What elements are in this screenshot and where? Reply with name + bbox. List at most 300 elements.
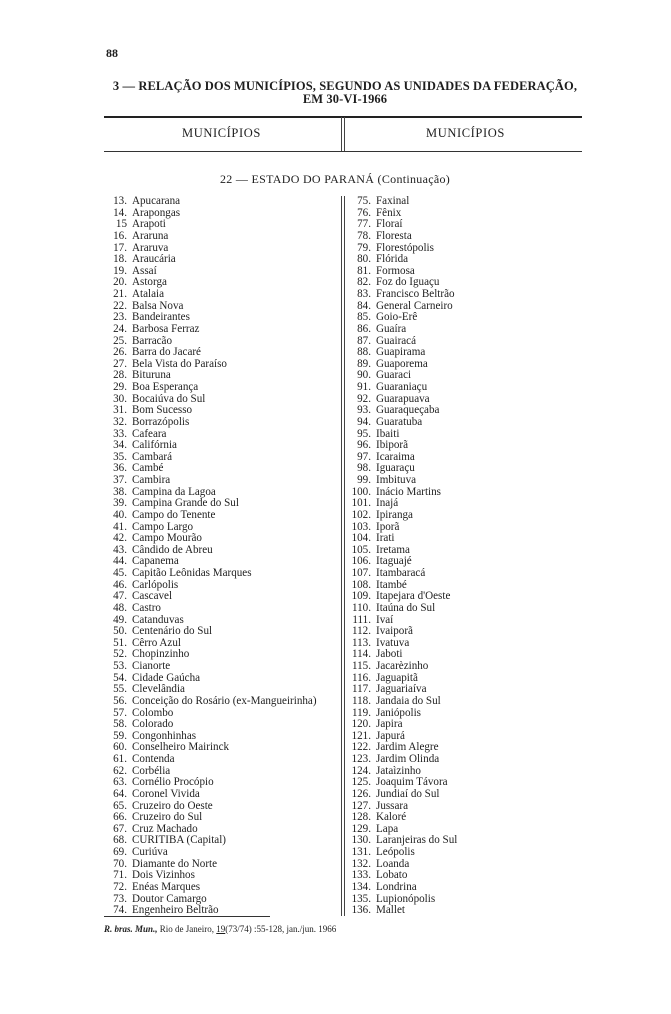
municipality-list-left	[103, 196, 317, 917]
municipality-name: Lupionópolis	[376, 892, 436, 905]
municipality-name: Campo do Tenente	[132, 508, 216, 521]
municipality-name: Guaratuba	[376, 415, 423, 428]
list-item	[343, 568, 457, 580]
municipality-name: Contenda	[132, 753, 175, 765]
item-number: 127.	[351, 799, 371, 812]
item-number: 110.	[351, 601, 371, 614]
item-number: 71.	[113, 869, 127, 882]
list-item	[343, 882, 457, 894]
item-number: 62.	[113, 764, 127, 777]
municipality-name: Catanduvas	[132, 613, 184, 626]
municipality-name: Cambé	[132, 462, 164, 475]
document-title	[100, 80, 590, 106]
municipality-name: Doutor Camargo	[132, 892, 207, 905]
list-item	[103, 626, 317, 638]
citation-volume: 19	[216, 924, 226, 934]
municipality-list-right	[343, 196, 457, 917]
item-number: 77.	[357, 218, 371, 231]
municipality-name: Ivatuva	[376, 636, 410, 649]
municipality-name: Ipiranga	[376, 508, 413, 521]
municipality-name: Ivaiporã	[376, 625, 413, 638]
item-number: 72.	[113, 880, 127, 893]
municipality-name: Cêrro Azul	[132, 636, 181, 649]
item-number: 66.	[113, 811, 127, 824]
citation-details: (73/74) :55-128, jan./jun. 1966	[225, 924, 337, 934]
municipality-name: Balsa Nova	[132, 299, 184, 312]
list-item	[103, 417, 317, 429]
list-item	[343, 382, 457, 394]
item-number: 126.	[351, 787, 371, 800]
item-number: 58.	[113, 718, 127, 731]
municipality-name: Itambaracá	[376, 567, 426, 579]
item-number: 51.	[113, 636, 127, 649]
municipality-name: Cafeara	[132, 427, 167, 440]
item-number: 93.	[357, 404, 371, 417]
item-number: 83.	[357, 288, 371, 300]
municipality-name: Guaraqueçaba	[376, 404, 440, 417]
item-number: 27.	[113, 357, 127, 370]
municipality-name: Jardim Olinda	[376, 753, 440, 765]
item-number: 84.	[357, 299, 371, 312]
item-number: 49.	[113, 613, 127, 626]
item-number: 18.	[113, 253, 127, 266]
document-title-line-1: 3 — RELAÇÃO DOS MUNICÍPIOS, SEGUNDO AS UNIDADES DA FEDERAÇÃO,	[112, 79, 578, 93]
footnote-rule	[104, 916, 270, 917]
list-item	[103, 661, 317, 673]
item-number: 133.	[351, 869, 371, 882]
list-item	[343, 417, 457, 429]
list-item	[343, 847, 457, 859]
item-number: 135.	[351, 892, 371, 905]
municipality-name: Francisco Beltrão	[376, 288, 455, 300]
municipality-name: Jundiaí do Sul	[376, 787, 440, 800]
municipality-name: Chopinzinho	[132, 648, 190, 661]
item-number: 19.	[113, 264, 127, 277]
item-number: 20.	[113, 276, 127, 289]
item-number: 94.	[357, 415, 371, 428]
municipality-name: CURITIBA (Capital)	[132, 834, 226, 847]
item-number: 121.	[351, 729, 371, 742]
item-number: 23.	[113, 311, 127, 324]
municipality-name: Loanda	[376, 857, 410, 870]
municipality-name: Flórida	[376, 253, 409, 266]
municipality-name: Cidade Gaúcha	[132, 671, 201, 684]
item-number: 95.	[357, 427, 371, 440]
item-number: 37.	[113, 474, 127, 486]
item-number: 59.	[113, 729, 127, 742]
municipality-name: Araucária	[132, 253, 176, 266]
document-title-line-2: EM 30-VI-1966	[302, 92, 388, 106]
list-item	[103, 231, 317, 243]
item-number: 132.	[351, 857, 371, 870]
municipality-name: General Carneiro	[376, 299, 453, 312]
municipality-name: Guairacá	[376, 334, 417, 347]
municipality-name: Corbélia	[132, 764, 171, 777]
item-number: 91.	[357, 381, 371, 393]
item-number: 16.	[113, 229, 127, 242]
list-item	[343, 696, 457, 708]
list-item	[103, 568, 317, 580]
table-header-rule	[104, 151, 582, 152]
list-item	[103, 754, 317, 766]
municipality-name: Imbituva	[376, 474, 417, 486]
municipality-name: Cruzeiro do Sul	[132, 811, 203, 824]
municipality-name: Califórnia	[132, 439, 177, 452]
item-number: 136.	[351, 904, 371, 917]
list-item	[343, 440, 457, 452]
item-number: 33.	[113, 427, 127, 440]
item-number: 15	[115, 218, 127, 231]
municipality-name: Icaraima	[376, 450, 415, 463]
municipality-name: Congonhinhas	[132, 729, 197, 742]
list-item	[343, 661, 457, 673]
list-item	[103, 603, 317, 615]
municipality-name: Bocaiúva do Sul	[132, 392, 206, 405]
list-item	[103, 789, 317, 801]
municipality-name: Cruzeiro do Oeste	[132, 799, 213, 812]
item-number: 46.	[113, 578, 127, 591]
item-number: 102.	[351, 508, 371, 521]
municipality-name: Castro	[132, 601, 161, 614]
municipality-name: Barracão	[132, 334, 173, 347]
municipality-name: Assaí	[132, 264, 157, 277]
item-number: 85.	[357, 311, 371, 324]
item-number: 68.	[113, 834, 127, 847]
item-number: 26.	[113, 346, 127, 359]
municipality-name: Cambira	[132, 474, 171, 486]
item-number: 73.	[113, 892, 127, 905]
item-number: 131.	[351, 846, 371, 858]
municipality-name: Iretama	[376, 543, 410, 556]
list-item	[343, 754, 457, 766]
list-item	[103, 719, 317, 731]
municipality-name: Jataìzinho	[376, 764, 421, 777]
municipality-name: Guaraniaçu	[376, 381, 428, 393]
municipality-name: Araruna	[132, 229, 169, 242]
municipality-name: Foz do Iguaçu	[376, 276, 440, 289]
municipality-name: Bom Sucesso	[132, 404, 193, 417]
list-item	[343, 347, 457, 359]
municipality-name: Jaguariaíva	[376, 683, 427, 696]
municipality-name: Jaguapitã	[376, 671, 418, 684]
municipality-name: Conselheiro Mairinck	[132, 741, 230, 754]
municipality-name: Lobato	[376, 869, 408, 882]
item-number: 103.	[351, 520, 371, 533]
municipality-name: Cascavel	[132, 590, 173, 603]
item-number: 100.	[351, 485, 371, 498]
item-number: 14.	[113, 206, 127, 219]
municipality-name: Coronel Vivida	[132, 787, 200, 800]
municipality-name: Cianorte	[132, 660, 171, 672]
item-number: 124.	[351, 764, 371, 777]
item-number: 57.	[113, 706, 127, 719]
item-number: 117.	[351, 683, 371, 696]
item-number: 54.	[113, 671, 127, 684]
item-number: 123.	[351, 753, 371, 765]
item-number: 70.	[113, 857, 127, 870]
item-number: 24.	[113, 322, 127, 335]
item-number: 90.	[357, 369, 371, 382]
list-item	[103, 324, 317, 336]
municipality-name: Laranjeiras do Sul	[376, 834, 458, 847]
municipality-name: Guaraci	[376, 369, 412, 382]
municipality-name: Carlópolis	[132, 578, 179, 591]
list-item	[343, 533, 457, 545]
municipality-name: Cândido de Abreu	[132, 543, 213, 556]
municipality-name: Iporã	[376, 520, 400, 533]
municipality-name: Guarapuava	[376, 392, 430, 405]
item-number: 61.	[113, 753, 127, 765]
municipality-name: Arapongas	[132, 206, 181, 219]
municipality-name: Colombo	[132, 706, 174, 719]
item-number: 44.	[113, 555, 127, 568]
item-number: 119.	[351, 706, 371, 719]
list-item	[343, 510, 457, 522]
municipality-name: Bituruna	[132, 369, 171, 382]
municipality-name: Ibiporã	[376, 439, 409, 452]
item-number: 120.	[351, 718, 371, 731]
item-number: 42.	[113, 532, 127, 545]
item-number: 22.	[113, 299, 127, 312]
municipality-name: Campo Largo	[132, 520, 194, 533]
item-number: 79.	[357, 241, 371, 254]
municipality-name: Barbosa Ferraz	[132, 322, 200, 335]
item-number: 35.	[113, 450, 127, 463]
list-item	[343, 812, 457, 824]
item-number: 114.	[351, 648, 371, 661]
list-item	[103, 882, 317, 894]
item-number: 74.	[113, 904, 127, 917]
municipality-name: Arapoti	[132, 218, 166, 231]
municipality-name: Enéas Marques	[132, 880, 201, 893]
item-number: 98.	[357, 462, 371, 475]
municipality-name: Joaquim Távora	[376, 776, 448, 789]
municipality-name: Centenário do Sul	[132, 625, 213, 638]
municipality-name: Kaloré	[376, 811, 407, 824]
municipality-name: Leópolis	[376, 846, 415, 858]
column-header-right: MUNICÍPIOS	[426, 126, 505, 140]
list-item	[103, 289, 317, 301]
item-number: 76.	[357, 206, 371, 219]
list-item	[103, 440, 317, 452]
municipality-name: Capitão Leônidas Marques	[132, 567, 252, 579]
municipality-name: Jacarèzinho	[376, 660, 429, 672]
item-number: 36.	[113, 462, 127, 475]
municipality-name: Itambé	[376, 578, 407, 591]
list-item	[343, 196, 457, 208]
municipality-name: Barra do Jacaré	[132, 346, 201, 359]
item-number: 29.	[113, 381, 127, 393]
municipality-name: Irati	[376, 532, 395, 545]
item-number: 115.	[351, 660, 371, 672]
item-number: 122.	[351, 741, 371, 754]
item-number: 65.	[113, 799, 127, 812]
municipality-name: Itapejara d'Oeste	[376, 590, 451, 603]
municipality-name: Inácio Martins	[376, 485, 442, 498]
item-number: 41.	[113, 520, 127, 533]
municipality-name: Guaíra	[376, 322, 407, 335]
municipality-name: Colorado	[132, 718, 174, 731]
item-number: 13.	[113, 195, 127, 207]
item-number: 87.	[357, 334, 371, 347]
municipality-name: Janiópolis	[376, 706, 421, 719]
header-column-divider	[341, 117, 345, 151]
list-item	[343, 324, 457, 336]
item-number: 17.	[113, 241, 127, 254]
item-number: 75.	[357, 195, 371, 207]
municipality-name: Jussara	[376, 799, 409, 812]
item-number: 97.	[357, 450, 371, 463]
municipality-name: Inajá	[376, 497, 399, 510]
municipality-name: Conceição do Rosário (ex-Mangueirinha)	[132, 694, 317, 707]
list-item	[103, 847, 317, 859]
item-number: 56.	[113, 694, 127, 707]
municipality-name: Iguaraçu	[376, 462, 415, 475]
list-item	[343, 289, 457, 301]
list-item	[103, 533, 317, 545]
item-number: 39.	[113, 497, 127, 510]
municipality-name: Faxinal	[376, 195, 410, 207]
municipality-name: Apucarana	[132, 195, 181, 207]
item-number: 32.	[113, 415, 127, 428]
item-number: 40.	[113, 508, 127, 521]
municipality-name: Japira	[376, 718, 403, 731]
municipality-name: Japurá	[376, 729, 405, 742]
section-title: 22 — ESTADO DO PARANÁ (Continuação)	[220, 172, 451, 186]
list-item	[343, 719, 457, 731]
item-number: 106.	[351, 555, 371, 568]
item-number: 48.	[113, 601, 127, 614]
municipality-name: Floresta	[376, 229, 412, 242]
municipality-name: Engenheiro Beltrão	[132, 904, 219, 917]
item-number: 34.	[113, 439, 127, 452]
list-item	[103, 905, 317, 917]
municipality-name: Goio-Erê	[376, 311, 418, 324]
item-number: 109.	[351, 590, 371, 603]
item-number: 25.	[113, 334, 127, 347]
list-item	[103, 382, 317, 394]
municipality-name: Borrazópolis	[132, 415, 190, 428]
column-header-left: MUNICÍPIOS	[182, 126, 261, 140]
item-number: 99.	[357, 474, 371, 486]
citation-journal: R. bras. Mun.,	[104, 924, 158, 934]
item-number: 82.	[357, 276, 371, 289]
item-number: 111.	[352, 613, 371, 626]
item-number: 78.	[357, 229, 371, 242]
list-item	[103, 510, 317, 522]
municipality-name: Astorga	[132, 276, 167, 289]
item-number: 81.	[357, 264, 371, 277]
item-number: 92.	[357, 392, 371, 405]
municipality-name: Diamante do Norte	[132, 857, 218, 870]
item-number: 88.	[357, 346, 371, 359]
municipality-name: Jardim Alegre	[376, 741, 439, 754]
municipality-name: Campina Grande do Sul	[132, 497, 239, 510]
item-number: 104.	[351, 532, 371, 545]
list-item	[103, 196, 317, 208]
municipality-name: Boa Esperança	[132, 381, 199, 393]
item-number: 47.	[113, 590, 127, 603]
list-item	[103, 812, 317, 824]
item-number: 52.	[113, 648, 127, 661]
item-number: 125.	[351, 776, 371, 789]
item-number: 96.	[357, 439, 371, 452]
item-number: 50.	[113, 625, 127, 638]
municipality-name: Campina da Lagoa	[132, 485, 216, 498]
item-number: 130.	[351, 834, 371, 847]
municipality-name: Atalaia	[132, 288, 165, 300]
item-number: 80.	[357, 253, 371, 266]
list-item	[103, 696, 317, 708]
item-number: 63.	[113, 776, 127, 789]
list-item	[343, 603, 457, 615]
item-number: 21.	[113, 288, 127, 300]
item-number: 38.	[113, 485, 127, 498]
item-number: 134.	[351, 880, 371, 893]
municipality-name: Florestópolis	[376, 241, 434, 254]
list-item	[343, 231, 457, 243]
list-item	[103, 254, 317, 266]
item-number: 30.	[113, 392, 127, 405]
municipality-name: Dois Vizinhos	[132, 869, 195, 882]
item-number: 113.	[351, 636, 371, 649]
municipality-name: Bela Vista do Paraíso	[132, 357, 227, 370]
municipality-name: Floraí	[376, 218, 403, 231]
item-number: 55.	[113, 683, 127, 696]
item-number: 31.	[113, 404, 127, 417]
item-number: 118.	[351, 694, 371, 707]
municipality-name: Itaguajé	[376, 555, 412, 568]
item-number: 69.	[113, 846, 127, 858]
municipality-name: Jandaia do Sul	[376, 694, 441, 707]
citation-place: Rio de Janeiro,	[159, 924, 215, 934]
item-number: 89.	[357, 357, 371, 370]
list-item	[343, 626, 457, 638]
item-number: 107.	[351, 567, 371, 579]
municipality-name: Curiúva	[132, 846, 168, 858]
item-number: 86.	[357, 322, 371, 335]
municipality-name: Jaboti	[376, 648, 403, 661]
municipality-name: Cruz Machado	[132, 822, 198, 835]
municipality-name: Araruva	[132, 241, 169, 254]
list-item	[343, 789, 457, 801]
municipality-name: Bandeirantes	[132, 311, 190, 324]
municipality-name: Formosa	[376, 264, 415, 277]
municipality-name: Cambará	[132, 450, 173, 463]
item-number: 101.	[351, 497, 371, 510]
municipality-name: Clevelândia	[132, 683, 185, 696]
municipality-name: Guaporema	[376, 357, 428, 370]
municipality-name: Fênix	[376, 206, 402, 219]
municipality-name: Itaúna do Sul	[376, 601, 436, 614]
list-item	[343, 905, 457, 917]
citation	[104, 924, 336, 934]
municipality-name: Ivaí	[376, 613, 394, 626]
item-number: 108.	[351, 578, 371, 591]
item-number: 64.	[113, 787, 127, 800]
list-item	[103, 475, 317, 487]
item-number: 53.	[113, 660, 127, 672]
item-number: 116.	[351, 671, 371, 684]
municipality-name: Campo Mourão	[132, 532, 202, 545]
page-number: 88	[106, 46, 118, 60]
municipality-name: Cornélio Procópio	[132, 776, 214, 789]
list-item	[103, 347, 317, 359]
item-number: 28.	[113, 369, 127, 382]
item-number: 60.	[113, 741, 127, 754]
item-number: 67.	[113, 822, 127, 835]
item-number: 112.	[351, 625, 371, 638]
